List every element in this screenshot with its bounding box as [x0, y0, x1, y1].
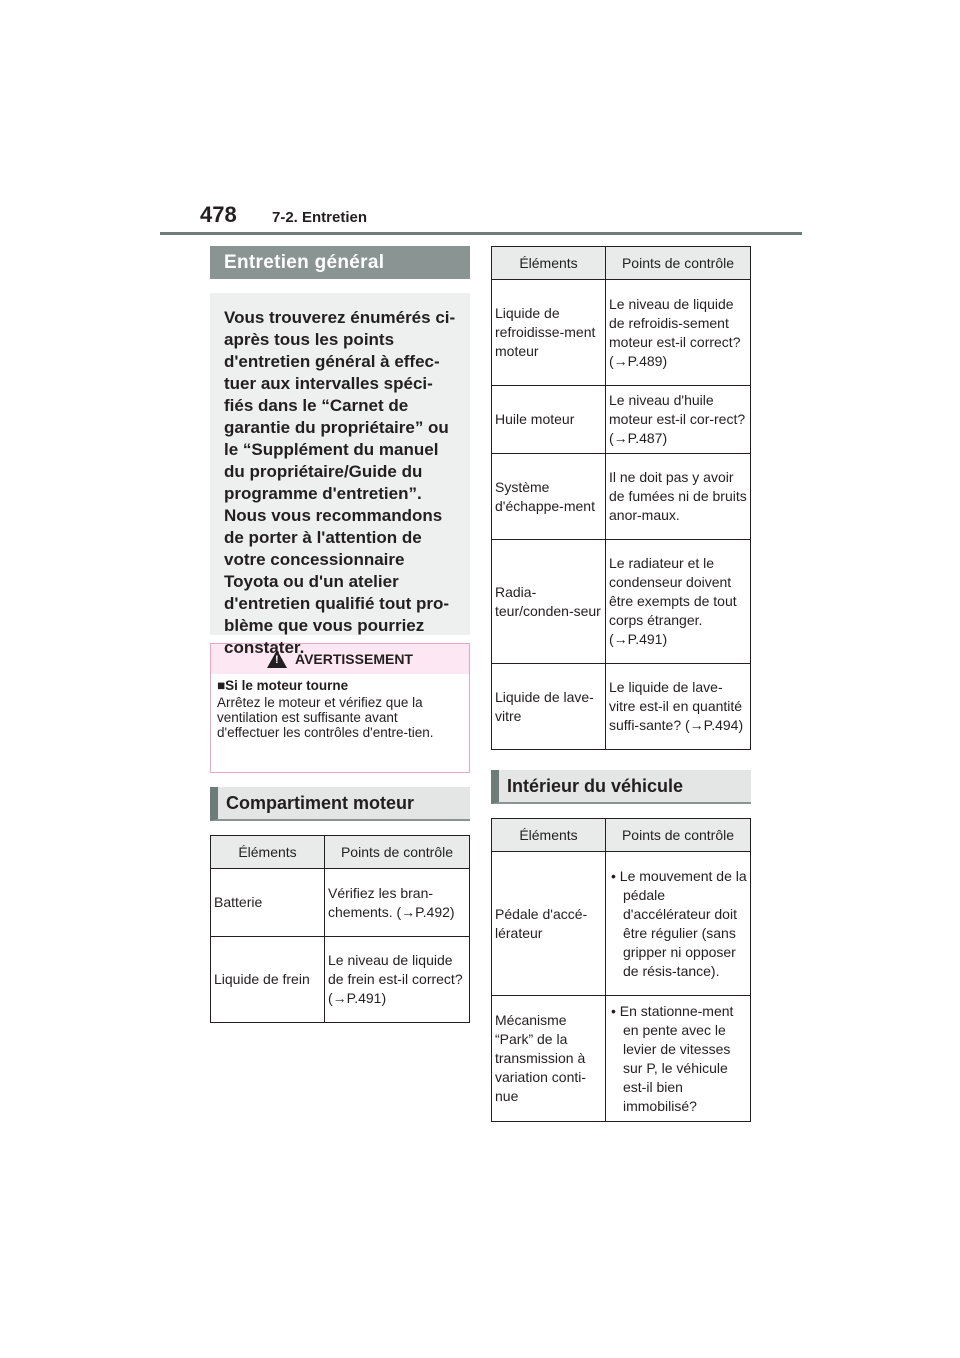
table-cell-check: Vérifiez les bran-chements. (→P.492) — [325, 869, 470, 937]
intro-box — [210, 293, 470, 657]
bullet-item: • En stationne-ment en pente avec le levier de vitesses sur P, le véhicule est-il bien immobilisé? — [609, 1002, 747, 1116]
table-cell-check — [606, 852, 751, 996]
table-cell-item: Liquide de lave-vitre — [492, 664, 606, 750]
table-header — [492, 247, 751, 280]
table-cell-item: Batterie — [211, 869, 325, 937]
engine-table-continued — [491, 246, 751, 750]
col-header-items: Éléments — [492, 819, 606, 852]
table-header — [492, 819, 751, 852]
col-header-items: Éléments — [211, 836, 325, 869]
table-cell-check: Il ne doit pas y avoir de fumées ni de bruits anor-maux. — [606, 454, 751, 540]
table-row — [492, 540, 751, 664]
table-cell-item: Huile moteur — [492, 386, 606, 454]
warning-text: Arrêtez le moteur et vérifiez que la ventilation est suffisante avant d'effectuer les contrôles d'entre-tien. — [217, 695, 434, 740]
table-cell-item: Radia-teur/conden-seur — [492, 540, 606, 664]
section-title: 7-2. Entretien — [272, 209, 368, 226]
warning-body — [211, 674, 469, 744]
table-cell-item: Mécanisme “Park” de la transmission à variation conti-nue — [492, 996, 606, 1122]
table-header — [211, 836, 470, 869]
col-header-checks: Points de contrôle — [606, 247, 751, 280]
col-header-checks: Points de contrôle — [325, 836, 470, 869]
table-cell-item: Pédale d'accé-lérateur — [492, 852, 606, 996]
header-rule — [160, 232, 802, 235]
engine-heading: Compartiment moteur — [210, 787, 470, 821]
engine-table — [210, 835, 470, 1023]
warning-box — [210, 643, 470, 773]
table-cell-item: Système d'échappe-ment — [492, 454, 606, 540]
col-header-checks: Points de contrôle — [606, 819, 751, 852]
bullet-item: • Le mouvement de la pédale d'accélérateur doit être régulier (sans gripper ni opposer de résis-tance). — [609, 867, 747, 981]
left-column — [210, 246, 470, 1023]
table-row — [211, 937, 470, 1023]
interior-table — [491, 818, 751, 1122]
table-cell-check — [606, 996, 751, 1122]
table-cell-check: Le radiateur et le condenseur doivent être exempts de tout corps étranger. (→P.491) — [606, 540, 751, 664]
table-cell-check: Le liquide de lave-vitre est-il en quantité suffi-sante? (→P.494) — [606, 664, 751, 750]
table-cell-item: Liquide de frein — [211, 937, 325, 1023]
warning-title: AVERTISSEMENT — [295, 651, 413, 667]
table-row — [492, 386, 751, 454]
right-column — [491, 246, 751, 1122]
table-cell-item: Liquide de refroidisse-ment moteur — [492, 280, 606, 386]
table-cell-check: Le niveau de liquide de refroidis-sement moteur est-il correct? (→P.489) — [606, 280, 751, 386]
warning-subtitle: ■Si le moteur tourne — [217, 678, 349, 693]
table-row — [492, 280, 751, 386]
general-heading: Entretien général — [210, 246, 470, 279]
table-row — [211, 869, 470, 937]
page-number: 478 — [200, 202, 237, 227]
col-header-items: Éléments — [492, 247, 606, 280]
warning-icon — [267, 650, 287, 668]
table-row — [492, 852, 751, 996]
intro-text: Vous trouverez énumérés ci-après tous les points d'entretien général à effec-tuer aux intervalles spéci-fiés dans le “Carnet de garantie du propriétaire” ou le “Supplément du manuel du propriétaire/Guide du programme d'entretien”. Nous vous recommandons de porter à l'attention de votre concessionnaire Toyota ou d'un atelier d'entretien qualifié tout pro-blème que vous pourriez constater. — [224, 308, 456, 657]
interior-heading: Intérieur du véhicule — [491, 770, 751, 804]
table-row — [492, 664, 751, 750]
table-cell-check: Le niveau de liquide de frein est-il correct? (→P.491) — [325, 937, 470, 1023]
table-row — [492, 996, 751, 1122]
table-row — [492, 454, 751, 540]
table-cell-check: Le niveau d'huile moteur est-il cor-rect? (→P.487) — [606, 386, 751, 454]
